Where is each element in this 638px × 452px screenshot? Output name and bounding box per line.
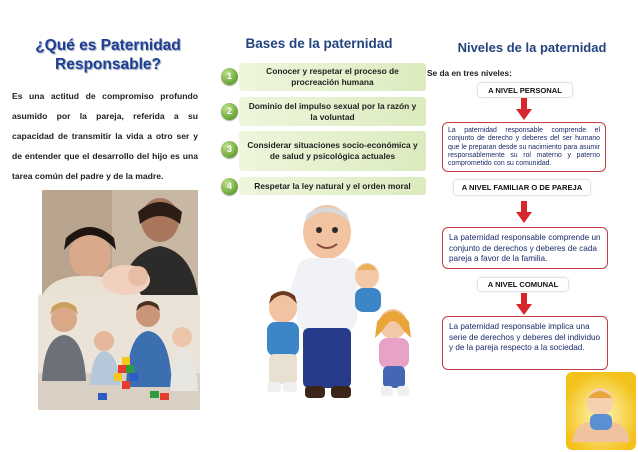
base-number-badge: 1 (221, 68, 238, 85)
base-text: Conocer y respetar el proceso de procreación humana (239, 63, 426, 91)
down-arrow-icon (516, 293, 532, 315)
base-text: Dominio del impulso sexual por la razón y la voluntad (239, 97, 426, 126)
middle-panel (213, 0, 425, 452)
level-label-communal: A NIVEL COMUNAL (478, 278, 568, 291)
level-text-communal: La paternidad responsable implica una serie de derechos y deberes del individuo y de la pareja respecto a la sociedad. (442, 316, 608, 370)
family-cartoon-illustration (263, 200, 423, 412)
level-text-personal: La paternidad responsable comprende el conjunto de derecho y deberes del ser humano que le preparan desde su nacimiento para asumir responsablemente su rol materno y paterno comprometido con su comunidad. (442, 122, 606, 172)
level-text-family: La paternidad responsable comprende un conjunto de derechos y deberes de cada pareja a favor de la familia. (442, 227, 608, 269)
down-arrow-icon (516, 201, 532, 223)
photo-parents-newborn (42, 190, 198, 296)
photo-family-playing (38, 295, 200, 410)
definition-paragraph: Es una actitud de compromiso profundo asumido por la pareja, referida a su capacidad de transmitir la vida a otro ser y de entender que el desarrollo del hijo es una tarea común del padre y de la madre. (12, 91, 198, 181)
right-panel (426, 0, 638, 452)
middle-title: Bases de la paternidad (245, 36, 393, 51)
right-title: Niveles de la paternidad (457, 40, 607, 55)
level-label-family: A NIVEL FAMILIAR O DE PAREJA (454, 180, 590, 195)
base-number-badge: 2 (221, 103, 238, 120)
left-panel (0, 0, 212, 452)
down-arrow-icon (516, 98, 532, 120)
base-text: Respetar la ley natural y el orden moral (239, 177, 426, 195)
left-title: ¿Qué es Paternidad Responsable? (35, 37, 181, 73)
baby-in-hands-illustration (566, 372, 636, 450)
levels-intro: Se da en tres niveles: (427, 68, 512, 78)
base-number-badge: 3 (221, 141, 238, 158)
base-number-badge: 4 (221, 178, 238, 195)
level-label-personal: A NIVEL PERSONAL (478, 83, 572, 97)
base-text: Considerar situaciones socio-económica y de salud y psicológica actuales (239, 131, 426, 171)
